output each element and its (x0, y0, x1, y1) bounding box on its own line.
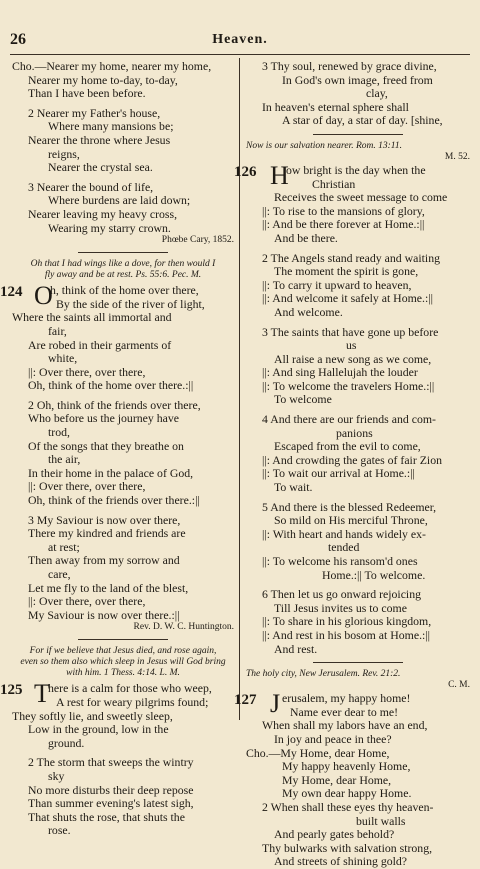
verse-line: the air, (48, 452, 81, 467)
verse-line: Thy bulwarks with salvation strong, (262, 840, 433, 855)
verse-line: Where the saints all immortal and (12, 310, 172, 325)
verse-line: ||: With heart and hands widely ex- (262, 526, 426, 541)
verse-line: trod, (48, 425, 70, 440)
verse-line: In God's own image, freed from (282, 72, 433, 87)
verse-line: My happy heavenly Home, (282, 759, 411, 774)
verse-line: By the side of the river of light, (56, 296, 205, 311)
verse-line: Home.:|| To welcome. (322, 567, 426, 582)
verse-line: 3 Nearer the bound of life, (28, 179, 154, 194)
hymn-meter: M. 52. (444, 151, 470, 162)
verse-line: A star of day, a star of day. [shine, (282, 113, 443, 128)
verse-line: Than summer evening's latest sigh, (28, 796, 194, 811)
hymn-number: 124 (0, 284, 23, 301)
verse-line: In their home in the palace of God, (28, 465, 194, 480)
verse-line: panions (336, 425, 373, 440)
verse-line: 5 And there is the blessed Redeemer, (262, 499, 437, 514)
verse-line: And welcome. (274, 304, 343, 319)
verse-line: ow bright is the day when the (286, 162, 426, 177)
verse-line: When shall my labors have an end, (262, 718, 428, 733)
drop-cap: J (270, 689, 281, 719)
section-rule (313, 662, 403, 663)
drop-cap: T (34, 679, 50, 709)
column-divider (239, 58, 240, 720)
verse-line: care, (48, 567, 71, 581)
verse-line: No more disturbs their deep repose (28, 782, 194, 797)
verse-line: 6 Then let us go onward rejoicing (262, 587, 422, 602)
hymn-number: 126 (234, 163, 257, 180)
hymn-author: Phœbe Cary, 1852. (161, 235, 234, 246)
verse-line: Till Jesus invites us to come (274, 600, 407, 615)
verse-line: 2 The Angels stand ready and waiting (262, 250, 441, 265)
verse-line: They softly lie, and sweetly sleep, (12, 708, 173, 723)
hymn-124 (0, 281, 234, 633)
verse-line: tended (328, 540, 360, 555)
scripture-note: with him. 1 Thess. 4:14. L. M. (66, 668, 180, 679)
scripture-note: fly away and be at rest. Ps. 55:6. Pec. M. (44, 270, 202, 281)
verse-line: Who before us the journey have (28, 411, 180, 426)
section-rule (78, 639, 168, 640)
right-column (234, 59, 470, 869)
hymn-meter: C. M. (448, 680, 470, 691)
verse-line: ||: And be there forever at Home.:|| (262, 217, 425, 232)
verse-line: And pearly gates behold? (274, 827, 395, 842)
hymn-127 (234, 689, 470, 869)
verse-line: reigns, (48, 146, 80, 161)
verse-line: 3 Thy soul, renewed by grace divine, (262, 59, 437, 73)
left-column (0, 59, 234, 838)
verse-line: ||: And crowding the gates of fair Zion (262, 452, 442, 467)
chorus-line: Cho.—Nearer my home, nearer my home, (12, 59, 212, 73)
verse-line: ||: To wait our arrival at Home.:|| (262, 466, 415, 481)
verse-line: Oh, think of the friends over there.:|| (28, 493, 200, 508)
hymn-125 (0, 679, 234, 838)
verse-line: ||: And sing Hallelujah the louder (262, 365, 418, 380)
verse-line: The moment the spirit is gone, (274, 264, 419, 279)
scripture-note: Oh that I had wings like a dove, for then would I (30, 259, 216, 270)
running-title: Heaven. (212, 32, 268, 47)
verse-line: 3 The saints that have gone up before (262, 324, 439, 339)
verse-line: 2 Oh, think of the friends over there, (28, 397, 201, 412)
verse-line: Nearer leaving my heavy cross, (28, 206, 178, 221)
verse-line: built walls (356, 813, 406, 828)
verse-line: Where burdens are laid down; (48, 193, 191, 208)
drop-cap: O (34, 281, 53, 311)
section-rule (78, 252, 168, 253)
verse-line: My Home, dear Home, (282, 772, 392, 787)
verse-line: Let me fly to the land of the blest, (28, 580, 189, 595)
scripture-note: Now is our salvation nearer. Rom. 13:11. (246, 140, 402, 151)
verse-line: Name ever dear to me! (290, 704, 399, 719)
scripture-note: even so them also which sleep in Jesus will God bring (20, 657, 226, 668)
page-number: 26 (10, 31, 26, 48)
verse-line: at rest; (48, 539, 80, 554)
verse-line: 3 My Saviour is now over there, (28, 512, 181, 527)
verse-line: sky (48, 768, 65, 783)
verse-line: Receives the sweet message to come (274, 190, 448, 205)
verse-line: ||: And welcome it safely at Home.:|| (262, 291, 433, 306)
verse-line: That shuts the rose, that shuts the (28, 809, 185, 824)
verse-line: Oh, think of the home over there.:|| (28, 378, 194, 393)
section-rule (313, 134, 403, 135)
verse-line: clay, (366, 86, 388, 101)
verse-line: ||: Over there, over there, (28, 594, 146, 609)
verse-line: fair, (48, 323, 67, 338)
verse-line: 4 And there are our friends and com- (262, 412, 436, 427)
chorus-line: Cho.—My Home, dear Home, (246, 745, 390, 760)
header-rule (10, 54, 470, 55)
hymn-123-continuation (12, 60, 234, 246)
verse-line: ground. (48, 735, 85, 750)
verse-line: ||: To welcome the travelers Home.:|| (262, 378, 435, 393)
verse-line: here is a calm for those who weep, (48, 681, 212, 696)
verse-line: 2 When shall these eyes thy heaven- (262, 799, 434, 814)
verse-line: ||: Over there, over there, (28, 364, 146, 379)
verse-line: Wearing my starry crown. (48, 220, 171, 235)
page-header (10, 31, 470, 49)
hymn-number: 127 (234, 692, 257, 709)
verse-line: erusalem, my happy home! (282, 691, 411, 706)
verse-line: ||: To carry it upward to heaven, (262, 277, 412, 292)
verse-line: Nearer the throne where Jesus (28, 132, 171, 147)
verse-line: Nearer the crystal sea. (48, 160, 153, 175)
verse-line: In joy and peace in thee? (274, 731, 392, 746)
verse-line: Of the songs that they breathe on (28, 438, 184, 453)
verse-line: us (346, 338, 357, 353)
hymn-126 (234, 160, 470, 656)
scripture-note: For if we believe that Jesus died, and rose again, (29, 646, 217, 657)
verse-line: And be there. (274, 230, 338, 245)
verse-line: h, think of the home over there, (50, 283, 199, 298)
verse-line: And rest. (274, 641, 318, 656)
verse-line: Are robed in their garments of (28, 337, 172, 352)
hymn-125-continuation (246, 60, 470, 128)
verse-line: A rest for weary pilgrims found; (56, 694, 209, 709)
verse-line: ||: To welcome his ransom'd ones (262, 554, 418, 568)
scripture-note: The holy city, New Jerusalem. Rev. 21:2. (246, 669, 401, 680)
verse-line: Nearer my home to-day, to-day, (28, 72, 178, 87)
verse-line: Christian (312, 176, 356, 191)
verse-line: Where many mansions be; (48, 119, 174, 134)
verse-line: There my kindred and friends are (28, 526, 186, 541)
verse-line: All raise a new song as we come, (274, 351, 432, 366)
verse-line: rose. (48, 823, 71, 838)
verse-line: Then away from my sorrow and (28, 553, 180, 568)
verse-line: And streets of shining gold? (274, 854, 408, 869)
verse-line: ||: To rise to the mansions of glory, (262, 203, 425, 218)
verse-line: ||: And rest in his bosom at Home.:|| (262, 627, 431, 642)
verse-line: 2 The storm that sweeps the wintry (28, 755, 194, 770)
verse-line: white, (48, 351, 78, 366)
hymn-number: 125 (0, 682, 23, 699)
verse-line: My own dear happy Home. (282, 786, 412, 801)
verse-line: To welcome (274, 392, 332, 407)
verse-line: In heaven's eternal sphere shall (262, 99, 409, 114)
verse-line: My Saviour is now over there.:|| (28, 607, 180, 622)
verse-line: 2 Nearer my Father's house, (28, 105, 161, 120)
verse-line: To wait. (274, 480, 313, 495)
verse-line: Than I have been before. (28, 86, 146, 101)
hymn-author: Rev. D. W. C. Huntington. (133, 622, 234, 633)
drop-cap: H (270, 160, 289, 190)
verse-line: ||: Over there, over there, (28, 479, 146, 494)
verse-line: ||: To share in his glorious kingdom, (262, 614, 432, 629)
verse-line: So mild on His merciful Throne, (274, 513, 428, 528)
verse-line: Low in the ground, low in the (28, 722, 169, 737)
verse-line: Escaped from the evil to come, (274, 439, 421, 454)
